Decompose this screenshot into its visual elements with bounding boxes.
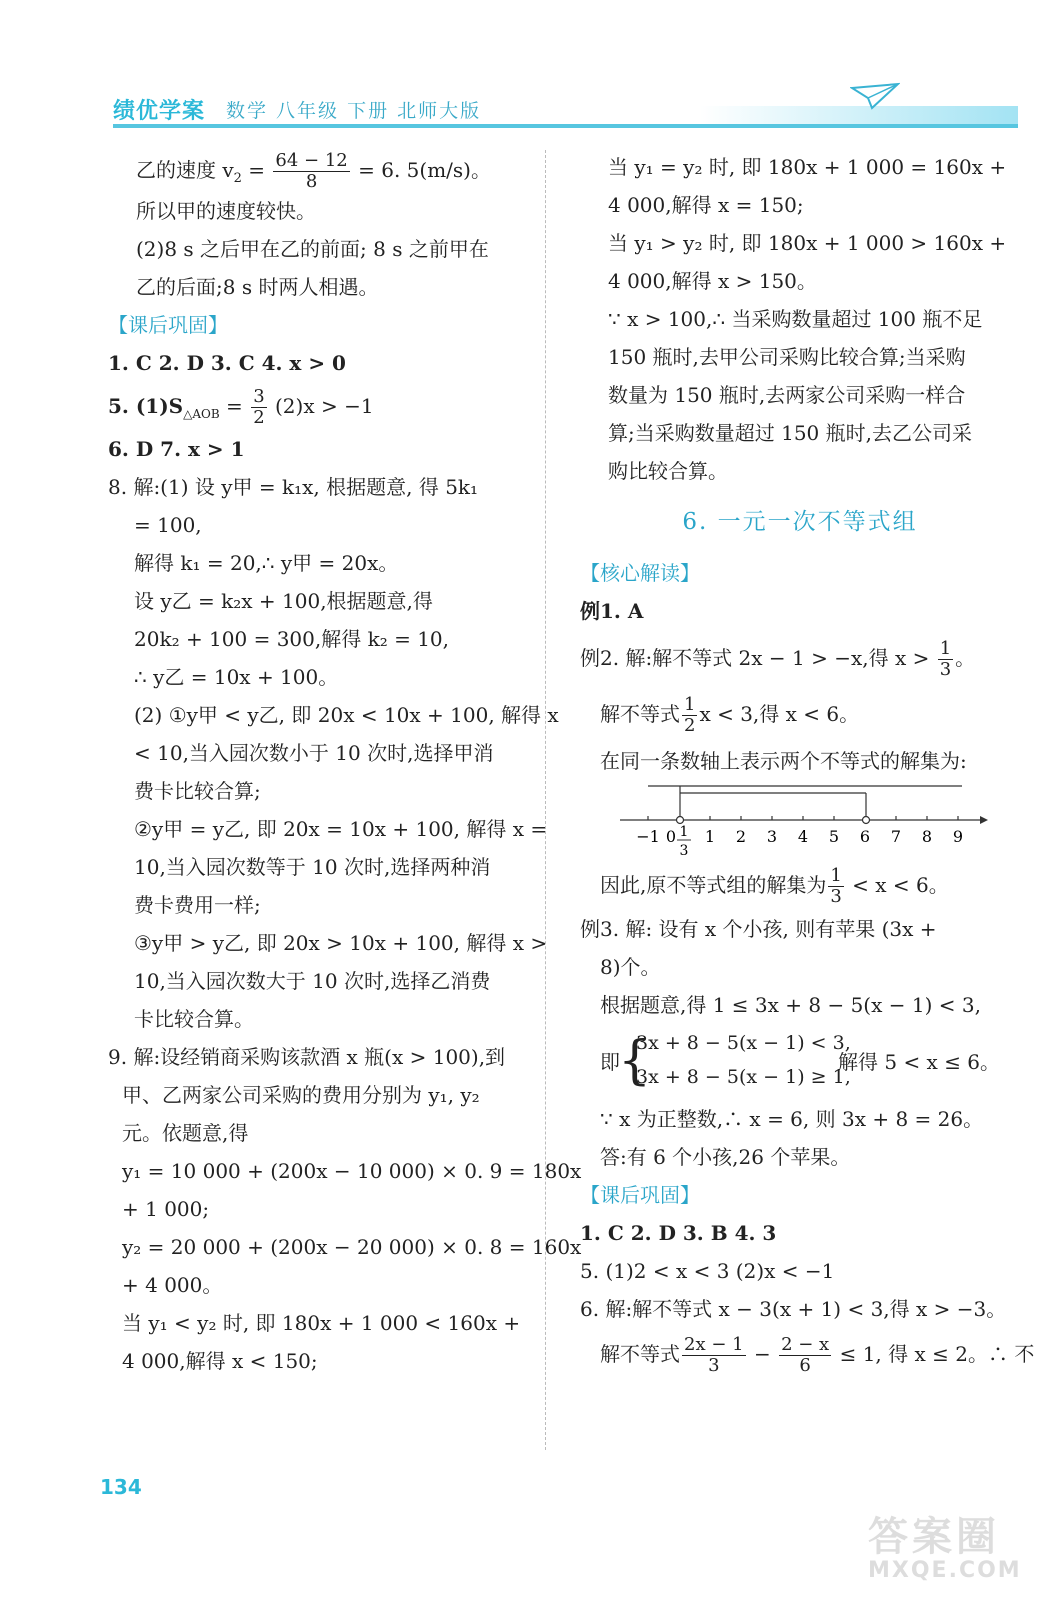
tick-label: 9 — [952, 827, 964, 846]
text: 解不等式 — [600, 702, 680, 726]
tick-label: 0 — [665, 827, 677, 846]
book-subtitle: 数学 八年级 下册 北师大版 — [226, 100, 482, 122]
subscript: △AOB — [183, 407, 220, 421]
denominator: 3 — [939, 659, 952, 680]
numerator: 64 − 12 — [275, 150, 348, 171]
brace-icon: { — [618, 1031, 652, 1091]
answer-9-continued — [580, 148, 1020, 490]
text-line: 算;当采购数量超过 150 瓶时,去乙公司采 — [608, 421, 972, 445]
text-line: (2)8 s 之后甲在乙的前面; 8 s 之前甲在 — [136, 237, 489, 261]
numerator: 1 — [684, 694, 696, 715]
system-result: 解得 5 < x ≤ 6。 — [838, 1050, 1001, 1074]
open-point — [863, 817, 870, 824]
example-3 — [580, 910, 1020, 1024]
denominator: 3 — [708, 1355, 720, 1376]
numerator: 2x − 1 — [684, 1334, 744, 1355]
tick-label: −1 — [636, 827, 660, 846]
text: 5. (1)S — [108, 394, 184, 418]
text-line: = 100, — [134, 513, 202, 537]
denominator: 2 — [253, 407, 265, 428]
watermark-line1: 答案圈 — [868, 1514, 1000, 1560]
text: 因此,原不等式组的解集为 — [600, 873, 827, 897]
text-line: ∵ x > 100,∴ 当采购数量超过 100 瓶不足 — [608, 307, 983, 331]
text-line: 甲、乙两家公司采购的费用分别为 y₁, y₂ — [122, 1083, 480, 1107]
tick-label: 6 — [859, 827, 871, 846]
fraction — [682, 695, 697, 736]
right-column — [580, 148, 1035, 1380]
text-line: 8)个。 — [600, 955, 661, 979]
answer-line: 5. (1)2 < x < 3 (2)x < −1 — [580, 1259, 835, 1283]
text-line: 4 000,解得 x = 150; — [608, 193, 804, 217]
system-line-1: 3x + 8 − 5(x − 1) < 3, — [636, 1032, 851, 1054]
answer-line: 6. D 7. x > 1 — [108, 437, 245, 461]
denominator: 3 — [830, 886, 842, 907]
text: = — [219, 394, 243, 418]
brand-logo: 绩优学案 — [113, 99, 206, 124]
open-point — [677, 817, 684, 824]
text-line: 答:有 6 个小孩,26 个苹果。 — [600, 1145, 851, 1169]
fraction — [682, 1335, 746, 1376]
answer-line: 1. C 2. D 3. B 4. 3 — [580, 1221, 777, 1245]
answer-line: 1. C 2. D 3. C 4. x > 0 — [108, 351, 346, 375]
denominator: 2 — [684, 715, 696, 736]
example-2 — [580, 630, 1020, 686]
text: 例2. 解:解不等式 2x − 1 > −x,得 x > — [580, 646, 930, 670]
fraction — [828, 866, 843, 907]
chapter-title: 6. 一元一次不等式组 — [682, 509, 918, 535]
text-line: 元。依题意,得 — [122, 1121, 249, 1145]
numerator: 1 — [830, 865, 842, 886]
text-line: 数量为 150 瓶时,去两家公司采购一样合 — [608, 383, 966, 407]
tick-frac-num: 1 — [679, 824, 689, 840]
tick-label: 7 — [890, 827, 902, 846]
text: x < 3,得 x < 6。 — [699, 702, 860, 726]
text-line: 费卡比较合算; — [134, 779, 261, 803]
text: = 6. 5(m/s)。 — [358, 158, 491, 182]
text-line: < 10,当入园次数小于 10 次时,选择甲消 — [134, 741, 494, 765]
subscript: 2 — [233, 171, 242, 186]
text-line: 4 000,解得 x < 150; — [122, 1349, 318, 1373]
text: 解不等式 — [600, 1342, 680, 1366]
text-line: 所以甲的速度较快。 — [136, 199, 316, 223]
denominator: 6 — [799, 1355, 811, 1376]
text-line: ②y甲 = y乙, 即 20x = 10x + 100, 解得 x = — [134, 817, 548, 841]
system-lines — [636, 1026, 851, 1094]
text: − — [747, 1342, 778, 1366]
tick-label: 4 — [797, 827, 809, 846]
number-line-diagram — [580, 780, 1020, 860]
text: 。 — [955, 646, 976, 670]
watermark-line2: MXQE.COM — [868, 1558, 1022, 1583]
page-header — [0, 0, 1062, 140]
text-line: + 4 000。 — [122, 1273, 223, 1297]
tick-label: 1 — [704, 827, 716, 846]
section-heading: 【核心解读】 — [580, 561, 700, 585]
left-column — [108, 148, 582, 1380]
text-line: 根据题意,得 1 ≤ 3x + 8 − 5(x − 1) < 3, — [600, 993, 981, 1017]
watermark-logo — [868, 1505, 1022, 1583]
numerator: 3 — [253, 386, 265, 407]
numerator: 1 — [939, 638, 952, 659]
text: 乙的速度 v — [136, 158, 234, 182]
numerator: 2 − x — [781, 1334, 830, 1355]
text-line: 10,当入园次数等于 10 次时,选择两种消 — [134, 855, 491, 879]
inequality-system — [580, 1024, 1020, 1100]
text: < x < 6。 — [845, 873, 949, 897]
text-line: 卡比较合算。 — [134, 1007, 254, 1031]
tick-frac-den: 3 — [679, 843, 689, 859]
tick-label: 3 — [766, 827, 778, 846]
example-1: 例1. A — [580, 599, 644, 623]
system-line-2: 3x + 8 − 5(x − 1) ≥ 1, — [636, 1066, 851, 1088]
fraction — [779, 1335, 831, 1376]
answer-9 — [108, 1038, 582, 1380]
text-line: 解得 k₁ = 20,∴ y甲 = 20x。 — [134, 551, 399, 575]
text-line: ∵ x 为正整数,∴ x = 6, 则 3x + 8 = 26。 — [600, 1107, 984, 1131]
text-line: ∴ y乙 = 10x + 100。 — [134, 665, 339, 689]
text-line: 当 y₁ < y₂ 时, 即 180x + 1 000 < 160x + — [122, 1311, 521, 1335]
tick-label: 2 — [735, 827, 747, 846]
denominator: 8 — [305, 171, 318, 192]
text: (2)x > −1 — [275, 394, 374, 418]
text-line: 费卡费用一样; — [134, 893, 261, 917]
axis-arrow-icon — [980, 816, 988, 824]
text-line: 10,当入园次数大于 10 次时,选择乙消费 — [134, 969, 491, 993]
text-line: 购比较合算。 — [608, 459, 728, 483]
tick-label: 8 — [921, 827, 933, 846]
answer-line: 6. 解:解不等式 x − 3(x + 1) < 3,得 x > −3。 — [580, 1297, 1007, 1321]
answer-5 — [108, 382, 538, 430]
fraction — [251, 387, 266, 428]
text-line: 9. 解:设经销商采购该款酒 x 瓶(x > 100),到 — [108, 1045, 506, 1069]
text-line: 乙的后面;8 s 时两人相遇。 — [136, 275, 379, 299]
section-heading: 【课后巩固】 — [580, 1183, 700, 1207]
fraction — [938, 639, 953, 680]
section-heading: 【课后巩固】 — [108, 313, 228, 337]
text: ≤ 1, 得 x ≤ 2。∴ 不 — [833, 1342, 1035, 1366]
text-line: 设 y乙 = k₂x + 100,根据题意,得 — [134, 589, 433, 613]
paper-plane-icon — [850, 82, 900, 114]
text-line: 8. 解:(1) 设 y甲 = k₁x, 根据题意, 得 5k₁ — [108, 475, 479, 499]
example-2-conclusion — [580, 860, 1020, 910]
text-line: (2) ①y甲 < y乙, 即 20x < 10x + 100, 解得 x — [134, 703, 559, 727]
text-line: ③y甲 > y乙, 即 20x > 10x + 100, 解得 x > — [134, 931, 548, 955]
text-line: 4 000,解得 x > 150。 — [608, 269, 817, 293]
header-rule — [113, 124, 1018, 128]
speed-line — [108, 148, 538, 192]
example-3-end — [580, 1100, 1020, 1176]
answer-6-line2 — [580, 1328, 1035, 1380]
text-line: y₂ = 20 000 + (200x − 20 000) × 0. 8 = 160x — [122, 1235, 582, 1259]
example-2-line2 — [580, 686, 1020, 742]
text-line: 20k₂ + 100 = 300,解得 k₂ = 10, — [134, 627, 450, 651]
text-line: y₁ = 10 000 + (200x − 10 000) × 0. 9 = 180x — [122, 1159, 582, 1183]
text-line: + 1 000; — [122, 1197, 210, 1221]
text-line: 当 y₁ = y₂ 时, 即 180x + 1 000 = 160x + — [608, 155, 1007, 179]
text-line: 当 y₁ > y₂ 时, 即 180x + 1 000 > 160x + — [608, 231, 1007, 255]
answer-8 — [108, 468, 559, 1038]
text-line: 150 瓶时,去甲公司采购比较合算;当采购 — [608, 345, 966, 369]
text: 即 — [600, 1050, 620, 1074]
text-line: 例3. 解: 设有 x 个小孩, 则有苹果 (3x + — [580, 917, 937, 941]
text-line: 在同一条数轴上表示两个不等式的解集为: — [600, 749, 967, 773]
tick-label: 5 — [828, 827, 840, 846]
page-number: 134 — [100, 1475, 142, 1499]
fraction — [273, 151, 349, 192]
text: = — [241, 158, 266, 182]
